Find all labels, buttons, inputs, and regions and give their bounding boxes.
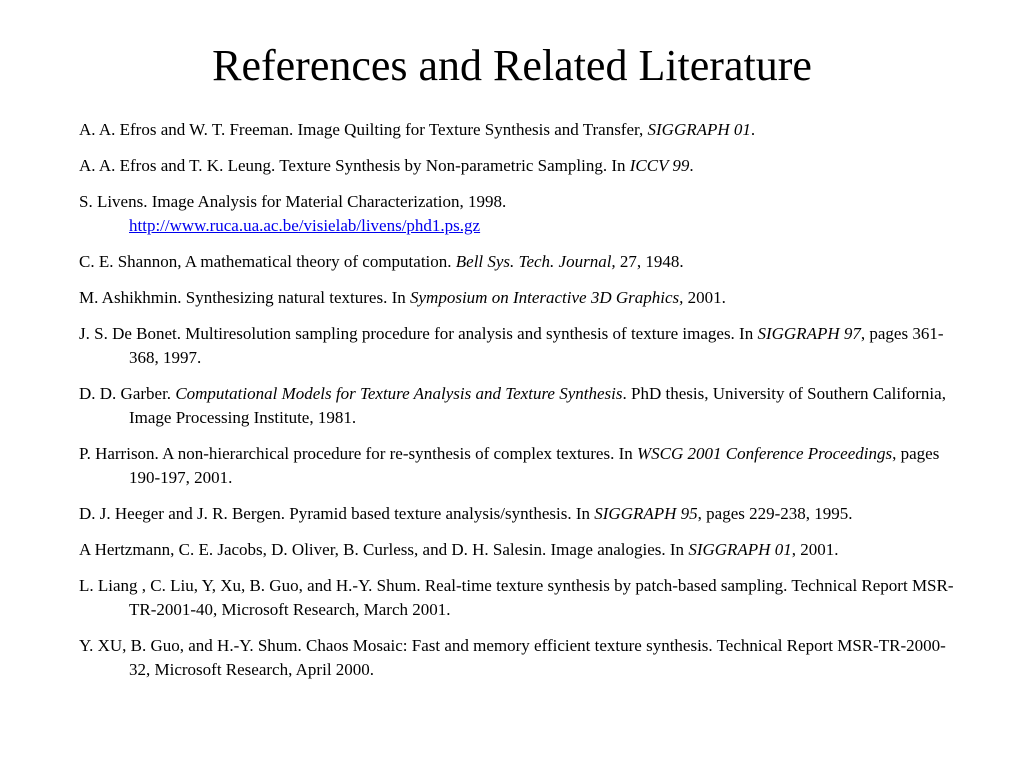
reference-text: C. E. Shannon, A mathematical theory of computation. (79, 252, 456, 271)
reference-text: D. J. Heeger and J. R. Bergen. Pyramid based texture analysis/synthesis. In (79, 504, 595, 523)
reference-list (79, 118, 959, 694)
reference-tail: , pages 361-368, 1997. (129, 324, 944, 367)
reference-item-6 (79, 322, 959, 370)
reference-item-1 (79, 118, 959, 142)
reference-text: J. S. De Bonet. Multiresolution sampling procedure for analysis and synthesis of texture images. In (79, 324, 758, 343)
reference-text: S. Livens. Image Analysis for Material Characterization, 1998. (79, 192, 507, 211)
reference-venue: Computational Models for Texture Analysis and Texture Synthesis (175, 384, 623, 403)
reference-venue: Bell Sys. Tech. Journal, (455, 252, 616, 271)
reference-text: Y. XU, B. Guo, and H.-Y. Shum. Chaos Mosaic: Fast and memory efficient texture synthesis. Technical Report MSR-TR-2000-32, Microsoft Research, April 2000. (79, 636, 946, 679)
reference-item-12 (79, 634, 959, 682)
reference-tail: , 2001. (791, 540, 839, 559)
reference-tail: . (689, 156, 694, 175)
reference-venue: SIGGRAPH 95 (594, 504, 698, 523)
reference-tail: 2001. (683, 288, 726, 307)
reference-tail: 27, 1948. (615, 252, 684, 271)
reference-venue: SIGGRAPH 01 (688, 540, 792, 559)
reference-text: D. D. Garber. (79, 384, 176, 403)
reference-text: A Hertzmann, C. E. Jacobs, D. Oliver, B. Curless, and D. H. Salesin. Image analogies. In (79, 540, 689, 559)
reference-tail: . PhD thesis, University of Southern California, Image Processing Institute, 1981. (129, 384, 946, 427)
reference-text: L. Liang , C. Liu, Y, Xu, B. Guo, and H.-Y. Shum. Real-time texture synthesis by patch-based sampling. Technical Report MSR-TR-2001-40, Microsoft Research, March 2001. (79, 576, 954, 619)
reference-text: A. A. Efros and T. K. Leung. Texture Synthesis by Non-parametric Sampling. In (79, 156, 630, 175)
slide-title: References and Related Literature (212, 41, 812, 90)
reference-item-8 (79, 442, 959, 490)
reference-venue: SIGGRAPH 97 (757, 324, 861, 343)
reference-venue: WSCG 2001 Conference Proceedings (637, 444, 893, 463)
reference-item-9 (79, 502, 959, 526)
reference-item-4 (79, 250, 959, 274)
reference-text: P. Harrison. A non-hierarchical procedure for re-synthesis of complex textures. In (79, 444, 637, 463)
reference-text: A. A. Efros and W. T. Freeman. Image Quilting for Texture Synthesis and Transfer, (79, 120, 648, 139)
reference-item-7 (79, 382, 959, 430)
reference-venue: ICCV 99 (629, 156, 690, 175)
reference-item-3 (79, 190, 959, 238)
reference-item-10 (79, 538, 959, 562)
reference-venue: SIGGRAPH 01 (647, 120, 751, 139)
reference-tail: . (750, 120, 756, 139)
reference-tail: , pages 190-197, 2001. (129, 444, 940, 487)
reference-venue: Symposium on Interactive 3D Graphics, (410, 288, 684, 307)
reference-link[interactable]: http://www.ruca.ua.ac.be/visielab/livens/phd1.ps.gz (129, 216, 481, 235)
reference-text: M. Ashikhmin. Synthesizing natural textures. In (79, 288, 410, 307)
reference-tail: , pages 229-238, 1995. (697, 504, 853, 523)
reference-item-2 (79, 154, 959, 178)
reference-item-11 (79, 574, 959, 622)
reference-item-5 (79, 286, 959, 310)
